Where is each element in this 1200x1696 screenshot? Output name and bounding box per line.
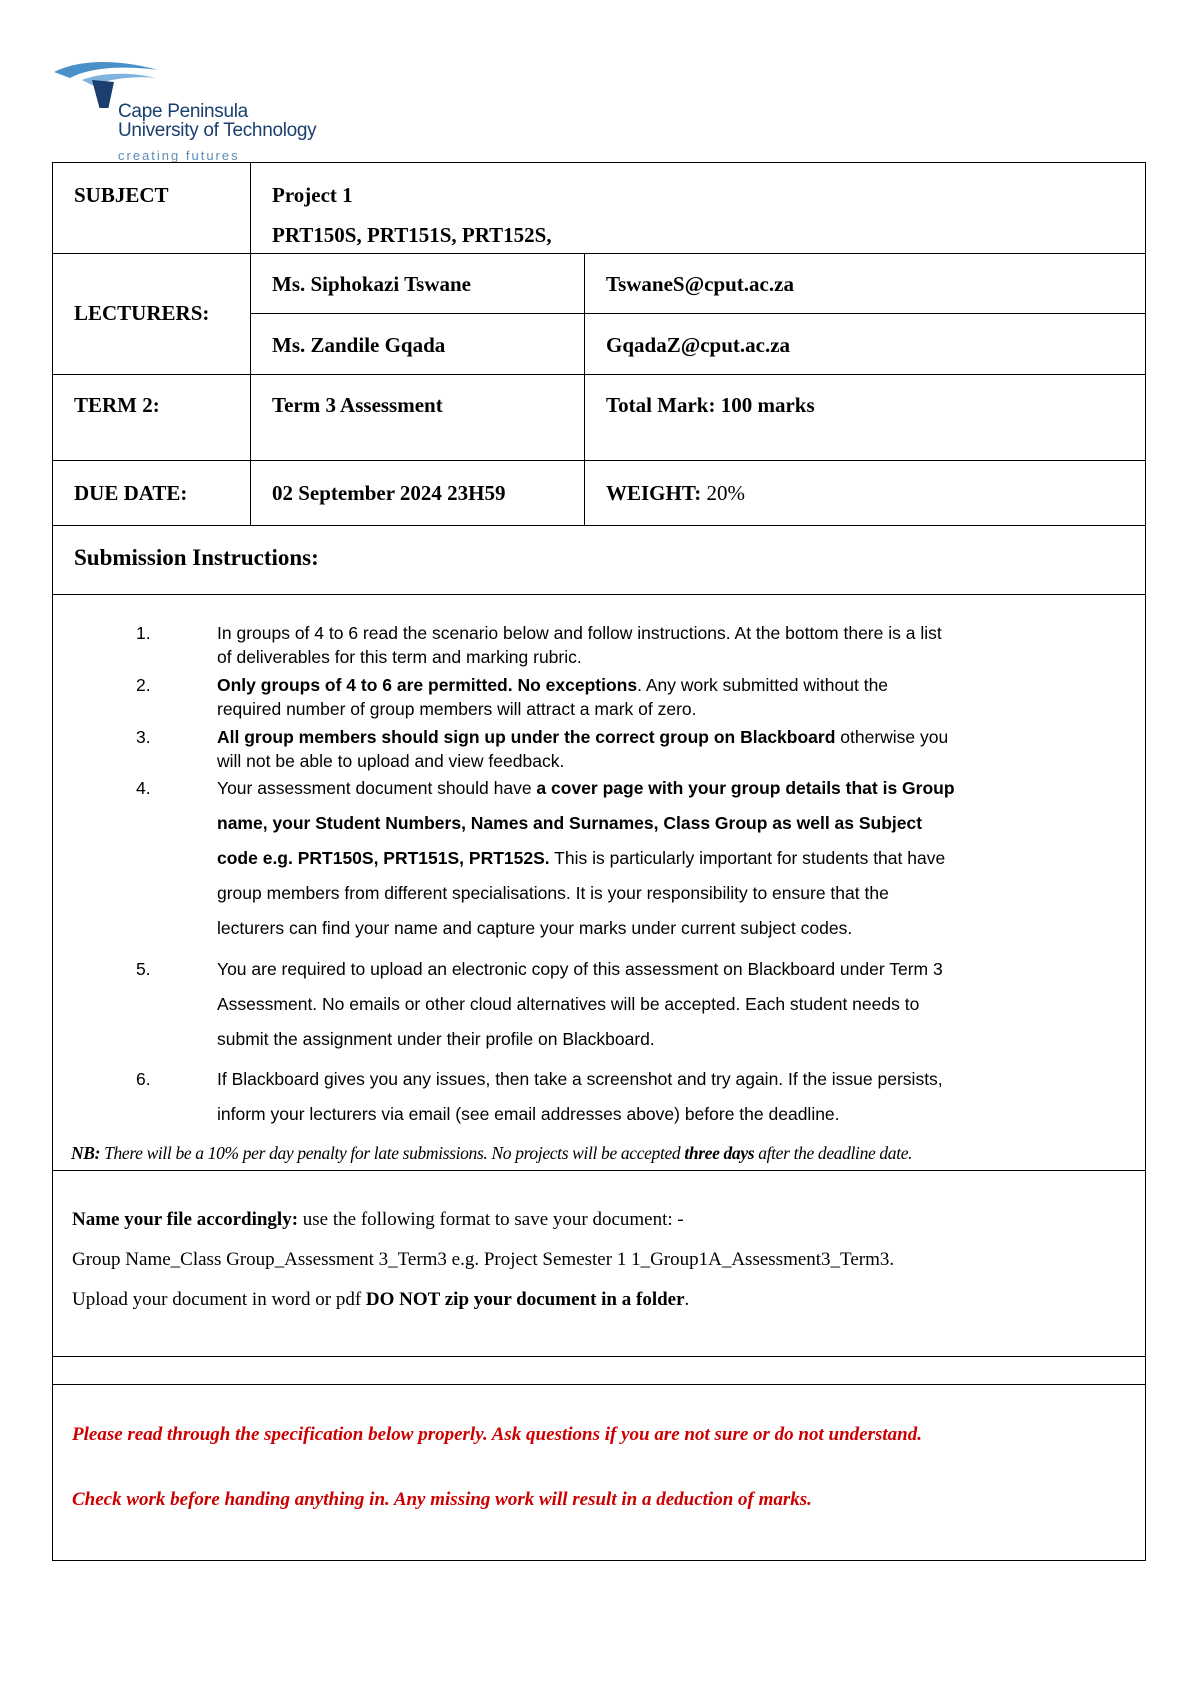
naming-example: Group Name_Class Group_Assessment 3_Term3 e.g. Project Semester 1 1_Group1A_Assessment3_Term3.: [72, 1249, 895, 1270]
upload-text: Upload your document in word or pdf: [72, 1289, 366, 1310]
list-text: required number of group members will attract a mark of zero.: [217, 699, 697, 719]
naming-label: Name your file accordingly:: [72, 1209, 299, 1230]
subject-label: SUBJECT: [74, 183, 169, 207]
list-text: submit the assignment under their profile on Blackboard.: [217, 1029, 655, 1049]
lecturer-email[interactable]: GqadaZ@cput.ac.za: [606, 333, 791, 357]
list-number: 1.: [136, 623, 151, 643]
list-number: 5.: [136, 959, 151, 979]
due-date-value: 02 September 2024 23H59: [272, 481, 506, 505]
list-text: If Blackboard gives you any issues, then take a screenshot and try again. If the issue persists,: [217, 1069, 943, 1089]
specification-note: Please read through the specification below properly. Ask questions if you are not sure or do not understand.: [72, 1424, 922, 1445]
nb-text: There will be a 10% per day penalty for late submissions. No projects will be accepted: [100, 1143, 685, 1163]
list-text: Assessment. No emails or other cloud alternatives will be accepted. Each student needs to: [217, 994, 920, 1014]
list-number: 3.: [136, 727, 151, 747]
lecturer-name: Ms. Siphokazi Tswane: [272, 272, 471, 296]
nb-emphasis: three days: [684, 1143, 755, 1163]
list-text: In groups of 4 to 6 read the scenario below and follow instructions. At the bottom there is a list: [217, 623, 942, 643]
term-label: TERM 2:: [74, 393, 160, 417]
emphasis: Only groups of 4 to 6 are permitted. No exceptions: [217, 675, 638, 695]
emphasis: All group members should sign up under the correct group on Blackboard: [217, 727, 836, 747]
form-lower-content: [52, 162, 1144, 1559]
list-number: 6.: [136, 1069, 151, 1089]
logo-name: [118, 102, 316, 140]
list-text: inform your lecturers via email (see email addresses above) before the deadline.: [217, 1104, 840, 1124]
total-mark: Total Mark: 100 marks: [606, 393, 815, 417]
emphasis: code e.g. PRT150S, PRT151S, PRT152S.: [217, 848, 550, 868]
list-text: group members from different specialisations. It is your responsibility to ensure that the: [217, 883, 889, 903]
upload-emphasis: DO NOT zip your document in a folder: [365, 1289, 685, 1310]
logo-tagline: creating futures: [118, 148, 240, 163]
subject-codes: PRT150S, PRT151S, PRT152S,: [272, 223, 552, 247]
lecturer-email[interactable]: TswaneS@cput.ac.za: [606, 272, 794, 296]
list-text-span: . Any work submitted without the: [637, 675, 889, 695]
submission-heading: Submission Instructions:: [74, 545, 319, 570]
list-number: 2.: [136, 675, 151, 695]
weight-value: 20%: [706, 481, 746, 505]
lecturers-label: LECTURERS:: [74, 301, 210, 325]
nb-label: NB:: [71, 1143, 101, 1163]
subject-title: Project 1: [272, 183, 353, 207]
university-logo: [52, 58, 322, 164]
logo-name-line2: University of Technology: [118, 120, 317, 141]
due-date-label: DUE DATE:: [74, 481, 188, 505]
upload-format-line: [72, 1289, 689, 1311]
assessment-name: Term 3 Assessment: [272, 393, 443, 417]
list-text: You are required to upload an electronic copy of this assessment on Blackboard under Term 3: [217, 959, 943, 979]
list-text: will not be able to upload and view feedback.: [217, 751, 565, 771]
list-text: name, your Student Numbers, Names and Surnames, Class Group as well as Subject: [217, 813, 923, 833]
list-text: lecturers can find your name and capture your marks under current subject codes.: [217, 918, 853, 938]
list-text-span: This is particularly important for students that have: [549, 848, 946, 868]
weight-label: WEIGHT:: [606, 481, 702, 505]
list-number: 4.: [136, 778, 151, 798]
naming-line: [72, 1209, 684, 1231]
emphasis: a cover page with your group details that is Group: [536, 778, 955, 798]
list-text-span: Your assessment document should have: [217, 778, 537, 798]
check-work-note: Check work before handing anything in. Any missing work will result in a deduction of marks.: [72, 1489, 812, 1510]
upload-text-end: .: [684, 1289, 690, 1310]
lecturer-name: Ms. Zandile Gqada: [272, 333, 446, 357]
logo-name-line1: Cape Peninsula: [118, 101, 248, 122]
list-text-span: otherwise you: [835, 727, 949, 747]
list-text: of deliverables for this term and marking rubric.: [217, 647, 582, 667]
penalty-note: [71, 1143, 1161, 1164]
naming-text: use the following format to save your document: -: [298, 1209, 684, 1230]
nb-text: after the deadline date.: [754, 1143, 913, 1163]
